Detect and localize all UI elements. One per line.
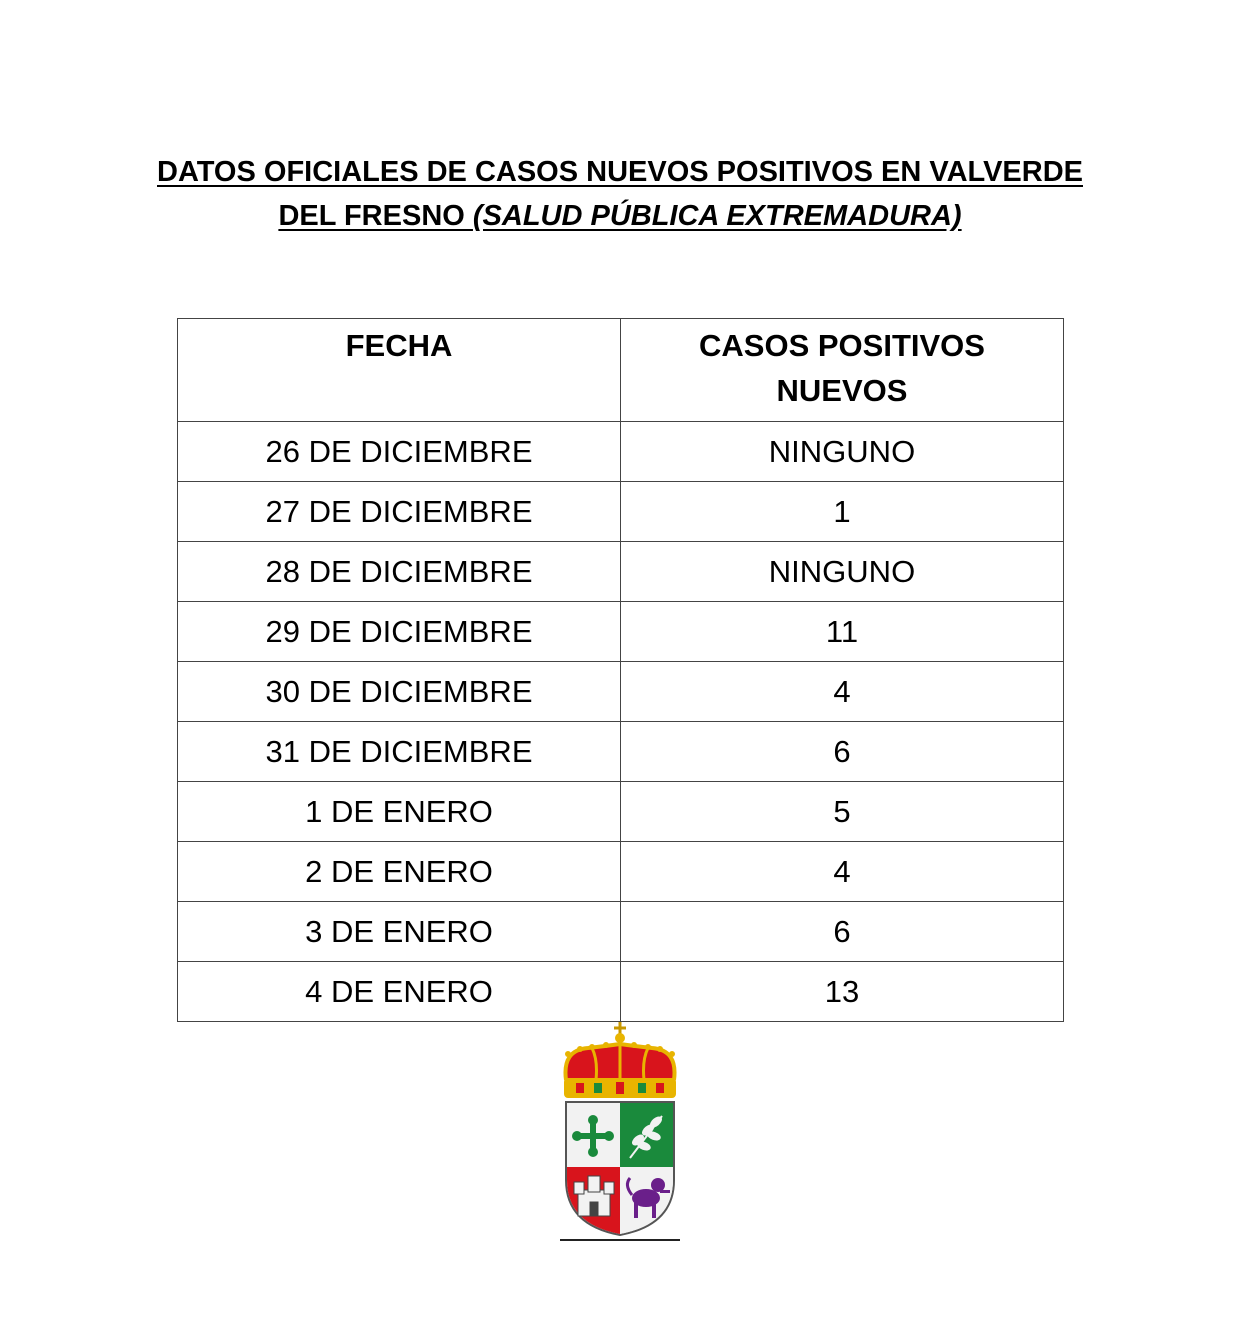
header-casos: CASOS POSITIVOS NUEVOS bbox=[621, 319, 1064, 422]
cell-date: 3 DE ENERO bbox=[178, 902, 621, 962]
table-row bbox=[178, 782, 1064, 842]
table-row bbox=[178, 482, 1064, 542]
cell-date: 31 DE DICIEMBRE bbox=[178, 722, 621, 782]
cell-cases: 4 bbox=[621, 842, 1064, 902]
cases-table bbox=[177, 318, 1064, 1022]
table-row bbox=[178, 602, 1064, 662]
cell-date: 30 DE DICIEMBRE bbox=[178, 662, 621, 722]
table-row bbox=[178, 422, 1064, 482]
cell-date: 26 DE DICIEMBRE bbox=[178, 422, 621, 482]
cell-date: 2 DE ENERO bbox=[178, 842, 621, 902]
cell-date: 28 DE DICIEMBRE bbox=[178, 542, 621, 602]
table-row bbox=[178, 902, 1064, 962]
cell-date: 4 DE ENERO bbox=[178, 962, 621, 1022]
title-line-2-text: DEL FRESNO bbox=[278, 200, 473, 232]
crown-icon bbox=[564, 1022, 676, 1098]
table-row bbox=[178, 962, 1064, 1022]
table-row bbox=[178, 542, 1064, 602]
title-source: (SALUD PÚBLICA EXTREMADURA) bbox=[472, 200, 962, 232]
table-row bbox=[178, 842, 1064, 902]
coat-of-arms-icon bbox=[558, 1020, 682, 1242]
cell-cases: NINGUNO bbox=[621, 542, 1064, 602]
cell-cases: 6 bbox=[621, 902, 1064, 962]
cell-cases: NINGUNO bbox=[621, 422, 1064, 482]
cell-cases: 5 bbox=[621, 782, 1064, 842]
table-row bbox=[178, 722, 1064, 782]
shield-icon bbox=[566, 1102, 674, 1235]
cell-date: 27 DE DICIEMBRE bbox=[178, 482, 621, 542]
cell-cases: 11 bbox=[621, 602, 1064, 662]
cell-cases: 1 bbox=[621, 482, 1064, 542]
title-line-2 bbox=[278, 200, 961, 232]
cell-cases: 6 bbox=[621, 722, 1064, 782]
cell-date: 1 DE ENERO bbox=[178, 782, 621, 842]
cell-cases: 4 bbox=[621, 662, 1064, 722]
cell-date: 29 DE DICIEMBRE bbox=[178, 602, 621, 662]
cell-cases: 13 bbox=[621, 962, 1064, 1022]
table-header-row bbox=[178, 319, 1064, 422]
document-title bbox=[150, 150, 1090, 238]
header-fecha: FECHA bbox=[178, 319, 621, 422]
table-row bbox=[178, 662, 1064, 722]
title-line-1: DATOS OFICIALES DE CASOS NUEVOS POSITIVOS EN VALVERDE bbox=[157, 156, 1083, 188]
